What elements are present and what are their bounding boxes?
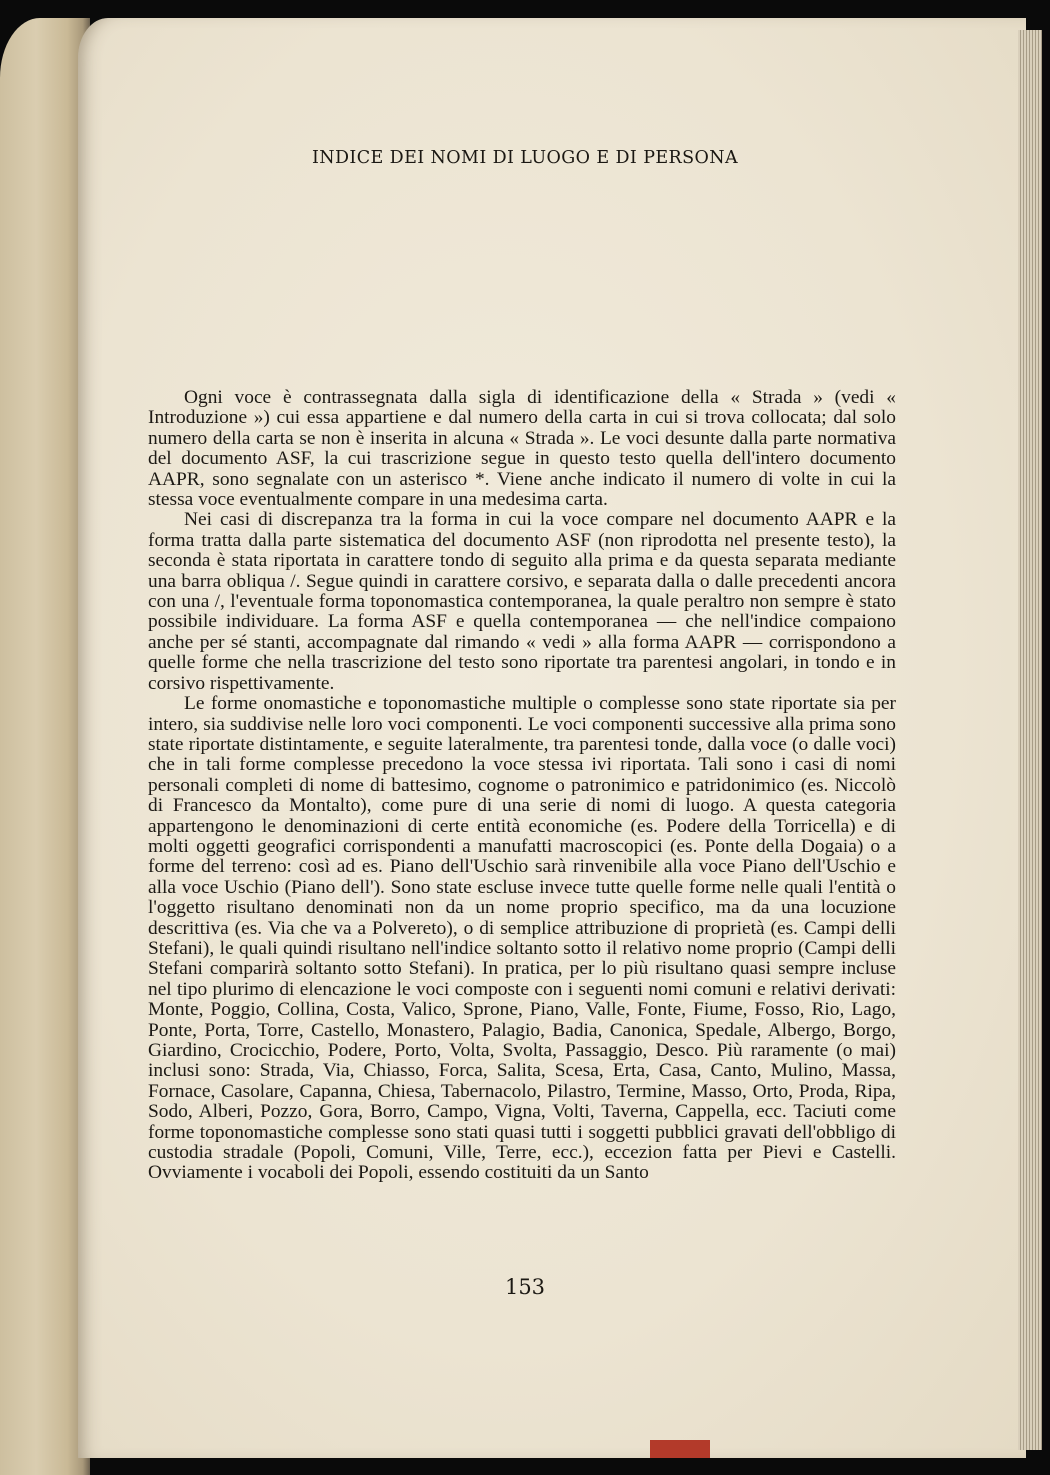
page-edges: [1018, 30, 1042, 1450]
paragraph: Le forme onomastiche e toponomastiche multiple o complesse sono state riportate sia per intero, sia suddivise nelle loro voci componenti. Le voci componenti successive alla prima sono state riportate distintamente, e seguite lateralmente, tra parentesi tonde, dalla voce (o dalle voci) che in tali forme complesse precedono la voce stessa ivi riportata. Tali sono i casi di nomi personali completi di nome di battesimo, cognome o patronimico e patridonimico (es. Niccolò di Francesco da Montalto), come pure di una serie di nomi di luogo. A questa categoria appartengono le denominazioni di certe entità economiche (es. Podere della Torricella) e di molti oggetti geografici corrispondenti a manufatti macroscopici (es. Ponte della Dogaia) o a forme del terreno: così ad es. Piano dell'Uschio sarà rinvenibile alla voce Piano dell'Uschio e alla voce Uschio (Piano dell'). Sono state escluse invece tutte quelle forme nelle quali l'entità o l'oggetto risultano denominati non da un nome proprio specifico, ma da una locuzione descrittiva (es. Via che va a Polvereto), o di semplice attribuzione di proprietà (es. Campi delli Stefani), le quali quindi risultano nell'indice soltanto sotto il relativo nome proprio (Campi delli Stefani comparirà soltanto sotto Stefani). In pratica, per lo più risultano quasi sempre incluse nel tipo plurimo di elencazione le voci composte con i seguenti nomi comuni e relativi derivati: Monte, Poggio, Collina, Costa, Valico, Sprone, Piano, Valle, Fonte, Fiume, Fosso, Rio, Lago, Ponte, Porta, Torre, Castello, Monastero, Palagio, Badia, Canonica, Spedale, Albergo, Borgo, Giardino, Crocicchio, Podere, Porto, Volta, Svolta, Passaggio, Desco. Più raramente (o mai) inclusi sono: Strada, Via, Chiasso, Forca, Salita, Scesa, Erta, Casa, Canto, Mulino, Massa, Fornace, Casolare, Capanna, Chiesa, Tabernacolo, Pilastro, Termine, Masso, Orto, Proda, Ripa, Sodo, Alberi, Pozzo, Gora, Borro, Campo, Vigna, Volti, Taverna, Cappella, ecc. Taciuti come forme toponomastiche complesse sono stati quasi tutti i soggetti pubblici gravati dell'obbligo di custodia stradale (Popoli, Comuni, Ville, Terre, ecc.), eccezion fatta per Pievi e Castelli. Ovviamente i vocaboli dei Popoli, essendo costituiti da un Santo: [148, 693, 896, 1184]
body-text: [148, 388, 896, 1184]
left-page-gutter: [0, 18, 90, 1475]
paragraph: Nei casi di discrepanza tra la forma in cui la voce compare nel documento AAPR e la forma tratta dalla parte sistematica del documento ASF (non riprodotta nel presente testo), la seconda è stata riportata in carattere tondo di seguito alla prima e da questa separata mediante una barra obliqua /. Segue quindi in carattere corsivo, e separata dalla o dalle precedenti ancora con una /, l'eventuale forma toponomastica contemporanea, la quale peraltro non sempre è stato possibile individuare. La forma ASF e quella contemporanea — che nell'indice compaiono anche per sé stanti, accompagnate dal rimando « vedi » alla forma AAPR — corrispondono a quelle forme che nella trascrizione del testo sono riportate tra parentesi angolari, in tondo e in corsivo rispettivamente.: [148, 509, 896, 694]
paragraph: Ogni voce è contrassegnata dalla sigla di identificazione della « Strada » (vedi « Introduzione ») cui essa appartiene e dal numero della carta in cui si trova collocata; dal solo numero della carta se non è inserita in alcuna « Strada ». Le voci desunte dalla parte normativa del documento ASF, la cui trascrizione segue in questo testo quella dell'intero documento AAPR, sono segnalate con un asterisco *. Viene anche indicato il numero di volte in cui la stessa voce eventualmente compare in una medesima carta.: [148, 387, 896, 511]
page-number: 153: [504, 1275, 546, 1299]
bookmark-ribbon: [650, 1440, 710, 1458]
page-title: INDICE DEI NOMI DI LUOGO E DI PERSONA: [311, 148, 739, 168]
